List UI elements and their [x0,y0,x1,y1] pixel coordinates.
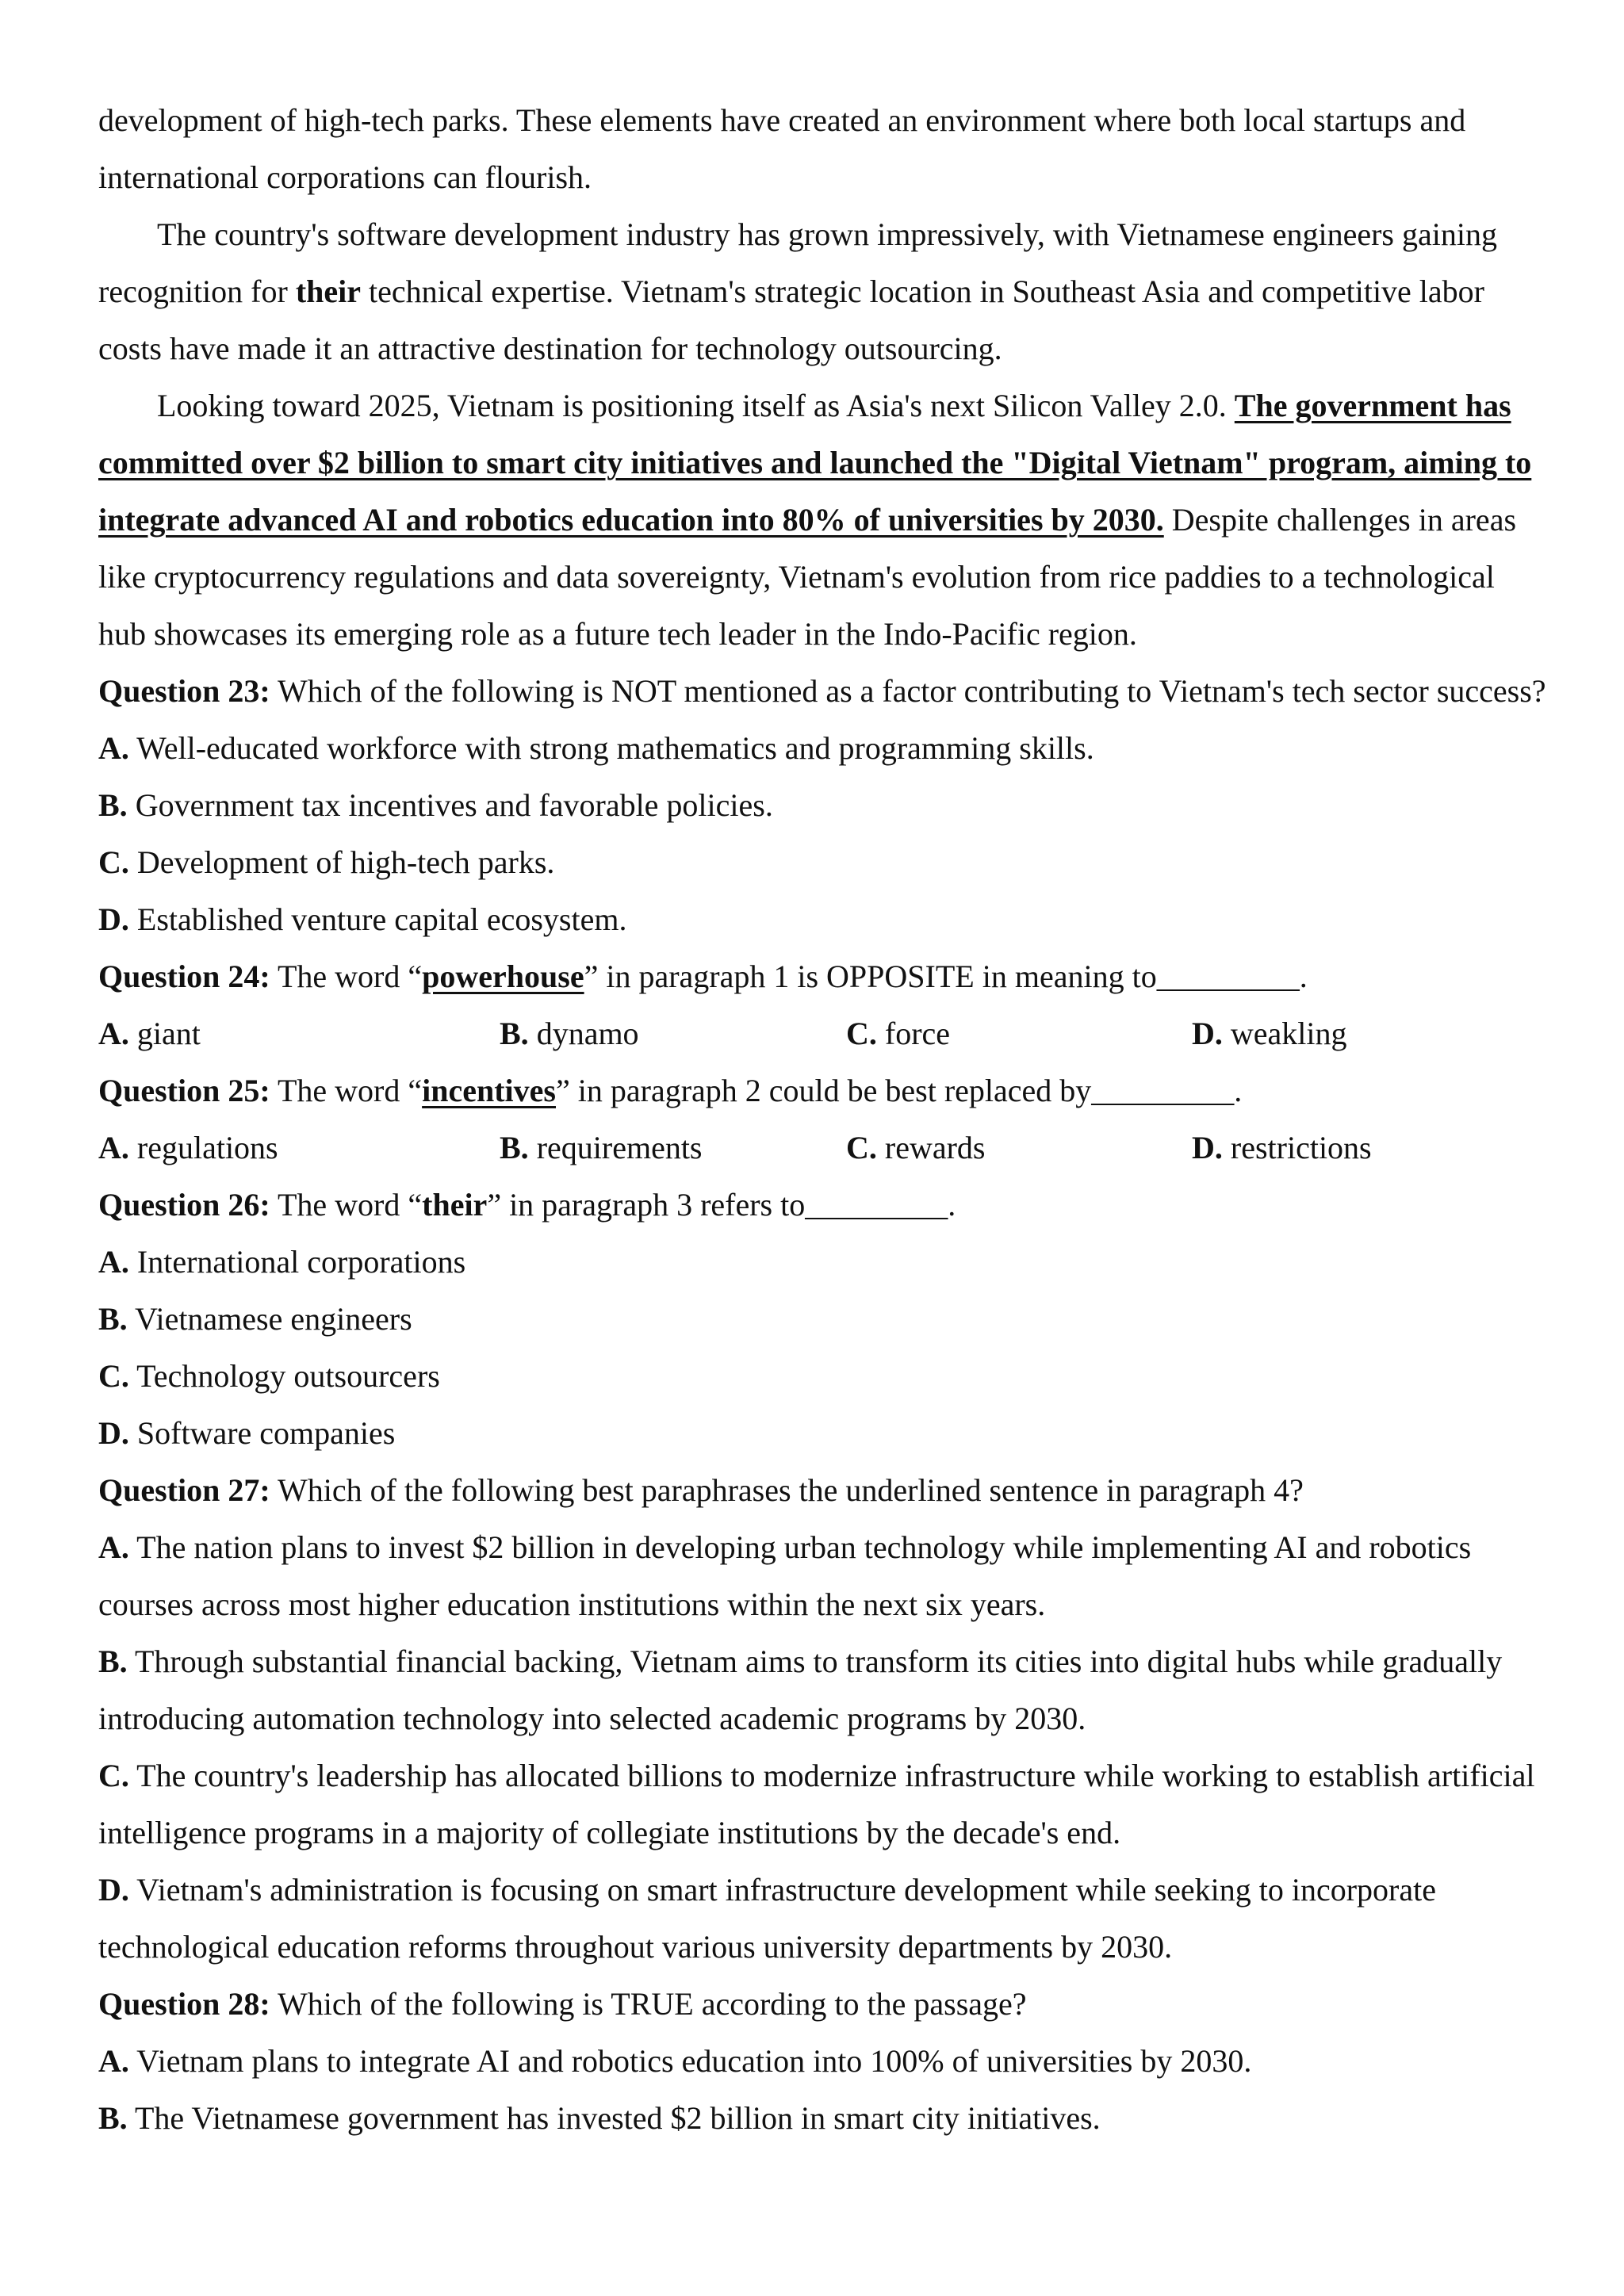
option-letter: D. [98,1872,129,1908]
p4-text-b: Despite challenges in areas like cryptocurrency regulations and data sovereignty, Vietnam's evolution from rice paddies to a technological hub showcases its emerging role as a future tech leader in the Indo-Pacific region. [98,502,1517,652]
question-24-text-b: ” in paragraph 1 is OPPOSITE in meaning to_________. [584,959,1308,994]
option-letter: B. [98,1301,128,1337]
question-23 [98,663,1549,720]
q26-option-c [98,1348,1549,1405]
option-text: Vietnamese engineers [127,1301,412,1337]
question-28 [98,1976,1549,2033]
p3-referent-word: their [295,274,361,309]
option-letter: D. [98,901,129,937]
q25-option-b [500,1119,846,1177]
p4-text-a: Looking toward 2025, Vietnam is positioning itself as Asia's next Silicon Valley 2.0. [157,388,1235,423]
q26-option-a [98,1234,1549,1291]
question-26-text-a: The word “ [270,1187,423,1223]
question-24 [98,948,1549,1005]
question-28-label: Question 28: [98,1986,270,2022]
option-text: weakling [1222,1016,1347,1051]
option-letter: B. [98,787,128,823]
option-letter: C. [98,1358,129,1394]
option-text: Technology outsourcers [128,1358,440,1394]
question-28-text: Which of the following is TRUE according to the passage? [270,1986,1027,2022]
question-26-target-word: their [422,1187,488,1223]
option-letter: A. [98,1130,129,1165]
q26-option-b [98,1291,1549,1348]
p4-underlined-sentence: The government has committed over $2 billion to smart city initiatives and launched the "Digital Vietnam" program, aiming to integrate advanced AI and robotics education into 80% of universities by 2030. [98,388,1532,538]
q24-option-b [500,1005,846,1062]
q24-option-c [846,1005,1192,1062]
option-letter: D. [1192,1130,1223,1165]
q25-option-a [98,1119,500,1177]
option-letter: C. [98,844,129,880]
q27-option-b [98,1633,1549,1747]
option-text: rewards [876,1130,986,1165]
question-24-text-a: The word “ [270,959,423,994]
option-letter: A. [98,730,129,766]
q24-option-a [98,1005,500,1062]
q27-option-d [98,1862,1549,1976]
option-text: restrictions [1222,1130,1372,1165]
question-27-label: Question 27: [98,1472,270,1508]
option-letter: B. [500,1016,529,1051]
question-25-text-a: The word “ [270,1073,423,1108]
option-text: Government tax incentives and favorable policies. [127,787,773,823]
option-letter: B. [500,1130,529,1165]
q23-option-a [98,720,1549,777]
option-letter: C. [846,1130,877,1165]
option-text: Software companies [128,1415,396,1451]
question-25-target-word: incentives [422,1073,556,1108]
question-27 [98,1462,1549,1519]
option-letter: D. [98,1415,129,1451]
option-text: Vietnam's administration is focusing on smart infrastructure development while seeking to incorporate technological education reforms throughout various university departments by 2030. [98,1872,1436,1965]
q23-option-d [98,891,1549,948]
question-23-text: Which of the following is NOT mentioned as a factor contributing to Vietnam's tech sector success? [270,673,1546,709]
option-text: dynamo [528,1016,639,1051]
option-text: Development of high-tech parks. [128,844,555,880]
option-letter: A. [98,2043,129,2079]
option-letter: C. [98,1758,129,1793]
option-text: Well-educated workforce with strong mathematics and programming skills. [128,730,1094,766]
p3-text-a: The country's software development industry has grown impressively, with Vietnamese engineers gaining recognition for [98,216,1497,309]
q24-option-d [1192,1005,1347,1062]
question-24-label: Question 24: [98,959,270,994]
option-text: The nation plans to invest $2 billion in developing urban technology while implementing AI and robotics courses across most higher education institutions within the next six years. [98,1529,1472,1622]
question-26-label: Question 26: [98,1187,270,1223]
option-text: requirements [528,1130,703,1165]
option-text: The Vietnamese government has invested $2 billion in smart city initiatives. [127,2100,1101,2136]
option-text: regulations [128,1130,278,1165]
passage-paragraph-2-end: development of high-tech parks. These elements have created an environment where both local startups and international corporations can flourish. [98,102,1466,195]
exam-page [98,92,1549,2147]
q27-option-a [98,1519,1549,1633]
option-letter: D. [1192,1016,1223,1051]
option-letter: C. [846,1016,877,1051]
option-text: The country's leadership has allocated billions to modernize infrastructure while working to establish artificial intelligence programs in a majority of collegiate institutions by the decade's end. [98,1758,1535,1850]
question-27-text: Which of the following best paraphrases the underlined sentence in paragraph 4? [270,1472,1304,1508]
question-23-label: Question 23: [98,673,270,709]
question-26 [98,1177,1549,1234]
question-26-text-b: ” in paragraph 3 refers to_________. [487,1187,956,1223]
option-text: Established venture capital ecosystem. [128,901,627,937]
question-25-text-b: ” in paragraph 2 could be best replaced by_________. [556,1073,1243,1108]
q25-options-row [98,1119,1549,1177]
passage-paragraph-3 [98,206,1549,377]
q23-option-c [98,834,1549,891]
q24-options-row [98,1005,1549,1062]
option-text: force [876,1016,951,1051]
p3-text-b: technical expertise. Vietnam's strategic location in Southeast Asia and competitive labor costs have made it an attractive destination for technology outsourcing. [98,274,1484,366]
option-letter: B. [98,2100,128,2136]
option-text: Vietnam plans to integrate AI and robotics education into 100% of universities by 2030. [128,2043,1252,2079]
option-letter: A. [98,1529,129,1565]
option-letter: A. [98,1016,129,1051]
q28-option-b [98,2090,1549,2147]
passage-paragraph-4 [98,377,1549,663]
option-letter: A. [98,1244,129,1280]
q25-option-c [846,1119,1192,1177]
q27-option-c [98,1747,1549,1862]
option-text: giant [128,1016,201,1051]
q28-option-a [98,2033,1549,2090]
q23-option-b [98,777,1549,834]
q25-option-d [1192,1119,1372,1177]
option-letter: B. [98,1644,128,1679]
q26-option-d [98,1405,1549,1462]
option-text: Through substantial financial backing, Vietnam aims to transform its cities into digital hubs while gradually introducing automation technology into selected academic programs by 2030. [98,1644,1503,1736]
question-25-label: Question 25: [98,1073,270,1108]
question-24-target-word: powerhouse [422,959,584,994]
question-25 [98,1062,1549,1119]
option-text: International corporations [128,1244,466,1280]
